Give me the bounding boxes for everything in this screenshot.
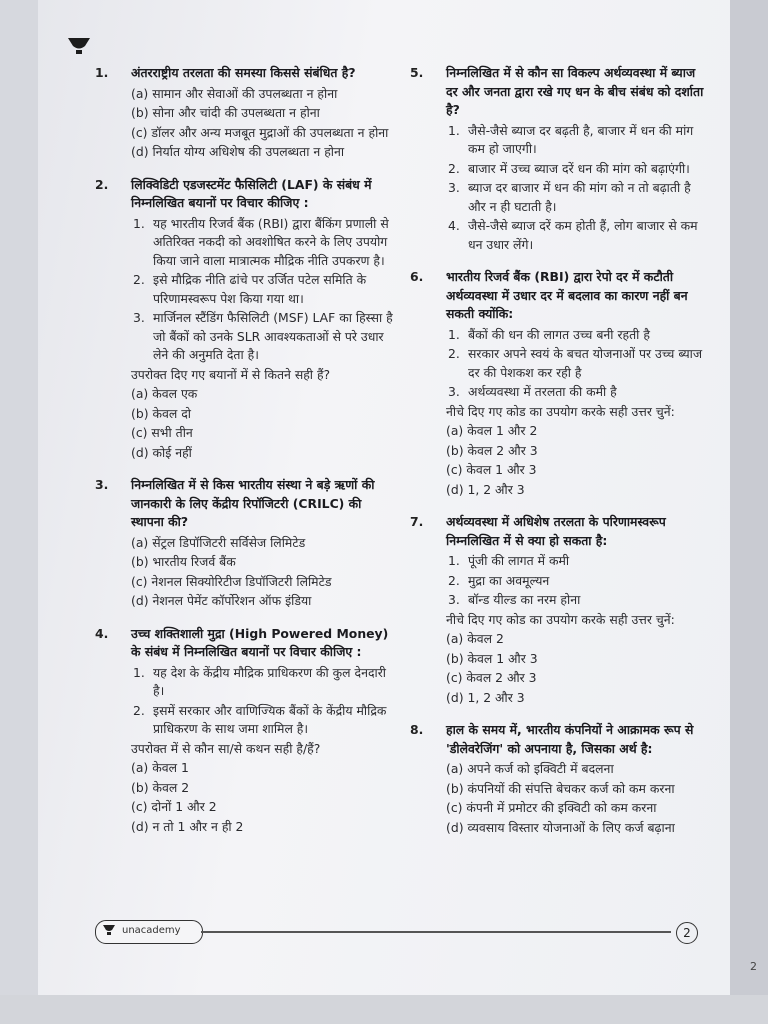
question-text: भारतीय रिजर्व बैंक (RBI) द्वारा रेपो दर में कटौती अर्थव्यवस्था में उधार दर में बदलाव का कारण नहीं बन सकती क्योंकि:: [446, 269, 688, 321]
answer-option: (a) सामान और सेवाओं की उपलब्धता न होना: [131, 85, 338, 101]
answer-option: (c) सभी तीन: [131, 425, 193, 440]
answer-prompt: उपरोक्त दिए गए बयानों में से कितने सही हैं?: [131, 366, 331, 382]
question-number: 3.: [95, 477, 109, 492]
side-page-mark: 2: [750, 960, 757, 973]
question-block: [410, 721, 705, 837]
question-number: 5.: [410, 65, 424, 80]
question-block: [95, 176, 395, 463]
statement-text: अर्थव्यवस्था में तरलता की कमी है: [468, 384, 617, 399]
question-text: हाल के समय में, भारतीय कंपनियों ने आक्रामक रूप से 'डीलेवरेजिंग' को अपनाया है, जिसका अर्थ है:: [446, 722, 694, 756]
statement-number: 2.: [133, 702, 145, 718]
answer-option: (a) अपने कर्ज को इक्विटी में बदलना: [446, 761, 614, 776]
statement-number: 3.: [448, 592, 460, 607]
question-block: [95, 625, 395, 837]
question-number: 1.: [95, 65, 109, 80]
statement-text: यह देश के केंद्रीय मौद्रिक प्राधिकरण की कुल देनदारी है।: [153, 664, 387, 698]
statement-number: 3.: [448, 384, 460, 399]
unacademy-logo-icon: [67, 37, 91, 55]
statement-number: 1.: [448, 122, 460, 138]
statement-item: [446, 345, 705, 382]
statement-item: [131, 271, 395, 308]
question-number: 4.: [95, 625, 109, 641]
statement-text: बॉन्ड यील्ड का नरम होना: [468, 592, 581, 607]
statement-item: [446, 122, 705, 159]
statement-item: [446, 591, 705, 610]
answer-option: (d) व्यवसाय विस्तार योजनाओं के लिए कर्ज बढ़ाना: [446, 819, 675, 835]
statement-text: बैंकों की धन की लागत उच्च बनी रहती है: [468, 326, 650, 342]
statement-item: [446, 160, 705, 179]
question-text: अंतरराष्ट्रीय तरलता की समस्या किससे संबंधित है?: [131, 65, 356, 80]
statement-text: जैसे-जैसे ब्याज दर बढ़ती है, बाजार में धन की मांग कम हो जाएगी।: [468, 122, 694, 156]
statement-text: ब्याज दर बाजार में धन की मांग को न तो बढ़ाती है और न ही घटाती है।: [468, 180, 691, 214]
question-block: [410, 513, 705, 707]
answer-option: (c) डॉलर और अन्य मजबूत मुद्राओं की उपलब्धता न होना: [131, 124, 389, 140]
statement-number: 2.: [133, 272, 145, 287]
answer-option: (b) केवल 1 और 3: [446, 650, 538, 666]
question-text: अर्थव्यवस्था में अधिशेष तरलता के परिणामस्वरूप निम्नलिखित में से क्या हो सकता है:: [446, 514, 666, 548]
answer-option: (b) कंपनियों की संपत्ति बेचकर कर्ज को कम करना: [446, 780, 675, 796]
answer-option: (d) 1, 2 और 3: [446, 689, 525, 705]
statement-item: [131, 215, 395, 271]
statement-item: [446, 552, 705, 571]
answer-option: (c) दोनों 1 और 2: [131, 799, 217, 814]
page-edge-left: [0, 0, 38, 1024]
left-column: [95, 64, 395, 850]
unacademy-logo-icon: [102, 924, 116, 936]
page-number: 2: [676, 922, 698, 944]
footer-brand-badge: [95, 920, 203, 944]
answer-option: (a) केवल 2: [446, 631, 504, 646]
answer-prompt: उपरोक्त में से कौन सा/से कथन सही है/हैं?: [131, 740, 321, 756]
statement-item: [446, 326, 705, 345]
answer-option: (b) केवल दो: [131, 405, 192, 421]
statement-text: मुद्रा का अवमूल्यन: [468, 572, 550, 588]
statement-text: इसमें सरकार और वाणिज्यिक बैंकों के केंद्रीय मौद्रिक प्राधिकरण के साथ जमा शामिल है।: [153, 702, 387, 736]
statement-number: 3.: [133, 310, 145, 325]
answer-option: (b) सोना और चांदी की उपलब्धता न होना: [131, 105, 320, 120]
question-number: 8.: [410, 722, 424, 737]
statement-item: [131, 702, 395, 739]
statement-text: जैसे-जैसे ब्याज दरें कम होती हैं, लोग बाजार से कम धन उधार लेंगे।: [468, 218, 698, 252]
statement-number: 2.: [448, 346, 460, 361]
statement-number: 1.: [133, 664, 145, 680]
statement-number: 1.: [133, 215, 145, 231]
question-number: 6.: [410, 269, 424, 284]
page-bottom-background: [0, 995, 768, 1024]
answer-option: (d) नेशनल पेमेंट कॉर्पोरेशन ऑफ इंडिया: [131, 593, 312, 608]
question-text: लिक्विडिटी एडजस्टमेंट फैसिलिटी (LAF) के संबंध में निम्नलिखित बयानों पर विचार कीजिए :: [131, 176, 372, 210]
statement-number: 1.: [448, 553, 460, 568]
answer-option: (c) कंपनी में प्रमोटर की इक्विटी को कम करना: [446, 800, 657, 815]
answer-option: (d) 1, 2 और 3: [446, 481, 525, 497]
answer-option: (d) न तो 1 और न ही 2: [131, 818, 244, 834]
answer-prompt: नीचे दिए गए कोड का उपयोग करके सही उत्तर चुनें:: [446, 611, 675, 627]
statement-number: 4.: [448, 218, 460, 233]
question-number: 2.: [95, 176, 109, 192]
answer-prompt: नीचे दिए गए कोड का उपयोग करके सही उत्तर चुनें:: [446, 403, 675, 419]
answer-option: (a) केवल एक: [131, 386, 198, 401]
answer-option: (d) कोई नहीं: [131, 444, 192, 460]
statement-item: [446, 179, 705, 216]
answer-option: (a) केवल 1: [131, 760, 189, 775]
statement-item: [446, 383, 705, 402]
footer-divider: [201, 931, 671, 933]
statement-text: इसे मौद्रिक नीति ढांचे पर उर्जित पटेल समिति के परिणामस्वरूप पेश किया गया था।: [153, 272, 367, 306]
question-block: [410, 64, 705, 254]
statement-number: 3.: [448, 180, 460, 195]
question-block: [410, 268, 705, 499]
question-text: निम्नलिखित में से कौन सा विकल्प अर्थव्यवस्था में ब्याज दर और जनता द्वारा रखे गए धन के बीच संबंध को दर्शाता है?: [446, 65, 704, 117]
statement-text: बाजार में उच्च ब्याज दरें धन की मांग को बढ़ाएंगी।: [468, 160, 690, 176]
statement-number: 1.: [448, 326, 460, 342]
statement-number: 2.: [448, 160, 460, 176]
answer-option: (b) केवल 2 और 3: [446, 442, 538, 458]
statement-item: [131, 309, 395, 365]
statement-text: पूंजी की लागत में कमी: [468, 553, 570, 568]
statement-number: 2.: [448, 572, 460, 588]
answer-option: (b) भारतीय रिजर्व बैंक: [131, 554, 236, 569]
answer-option: (a) सेंट्रल डिपॉजिटरी सर्विसेज लिमिटेड: [131, 534, 306, 550]
answer-option: (b) केवल 2: [131, 779, 190, 795]
statement-text: मार्जिनल स्टैंडिंग फैसिलिटी (MSF) LAF का हिस्सा है जो बैंकों को उनके SLR आवश्यकताओं से परे उधार लेने की अनुमति देता है।: [153, 310, 393, 362]
statement-item: [446, 572, 705, 591]
right-column: [410, 64, 705, 851]
answer-option: (c) केवल 1 और 3: [446, 462, 537, 477]
question-block: [95, 476, 395, 611]
footer-brand-text: unacademy: [122, 925, 181, 936]
statement-item: [131, 664, 395, 701]
answer-option: (d) निर्यात योग्य अधिशेष की उपलब्धता न होना: [131, 144, 345, 159]
statement-item: [446, 217, 705, 254]
statement-text: सरकार अपने स्वयं के बचत योजनाओं पर उच्च ब्याज दर की पेशकश कर रही है: [468, 346, 703, 380]
answer-option: (c) केवल 2 और 3: [446, 670, 537, 685]
question-block: [95, 64, 395, 162]
statement-text: यह भारतीय रिजर्व बैंक (RBI) द्वारा बैंकिंग प्रणाली से अतिरिक्त नकदी को अवशोषित करने के लिए उपयोग किया जाने वाला मात्रात्मक मौद्रिक नीति उपकरण है।: [153, 215, 389, 268]
question-text: उच्च शक्तिशाली मुद्रा (High Powered Money) के संबंध में निम्नलिखित बयानों पर विचार कीजिए :: [131, 625, 389, 659]
question-text: निम्नलिखित में से किस भारतीय संस्था ने बड़े ऋणों की जानकारी के लिए केंद्रीय रिपॉजिटरी (CRILC) की स्थापना की?: [131, 477, 375, 529]
question-number: 7.: [410, 514, 424, 529]
answer-option: (a) केवल 1 और 2: [446, 423, 538, 438]
answer-option: (c) नेशनल सिक्योरिटीज डिपॉजिटरी लिमिटेड: [131, 573, 332, 589]
